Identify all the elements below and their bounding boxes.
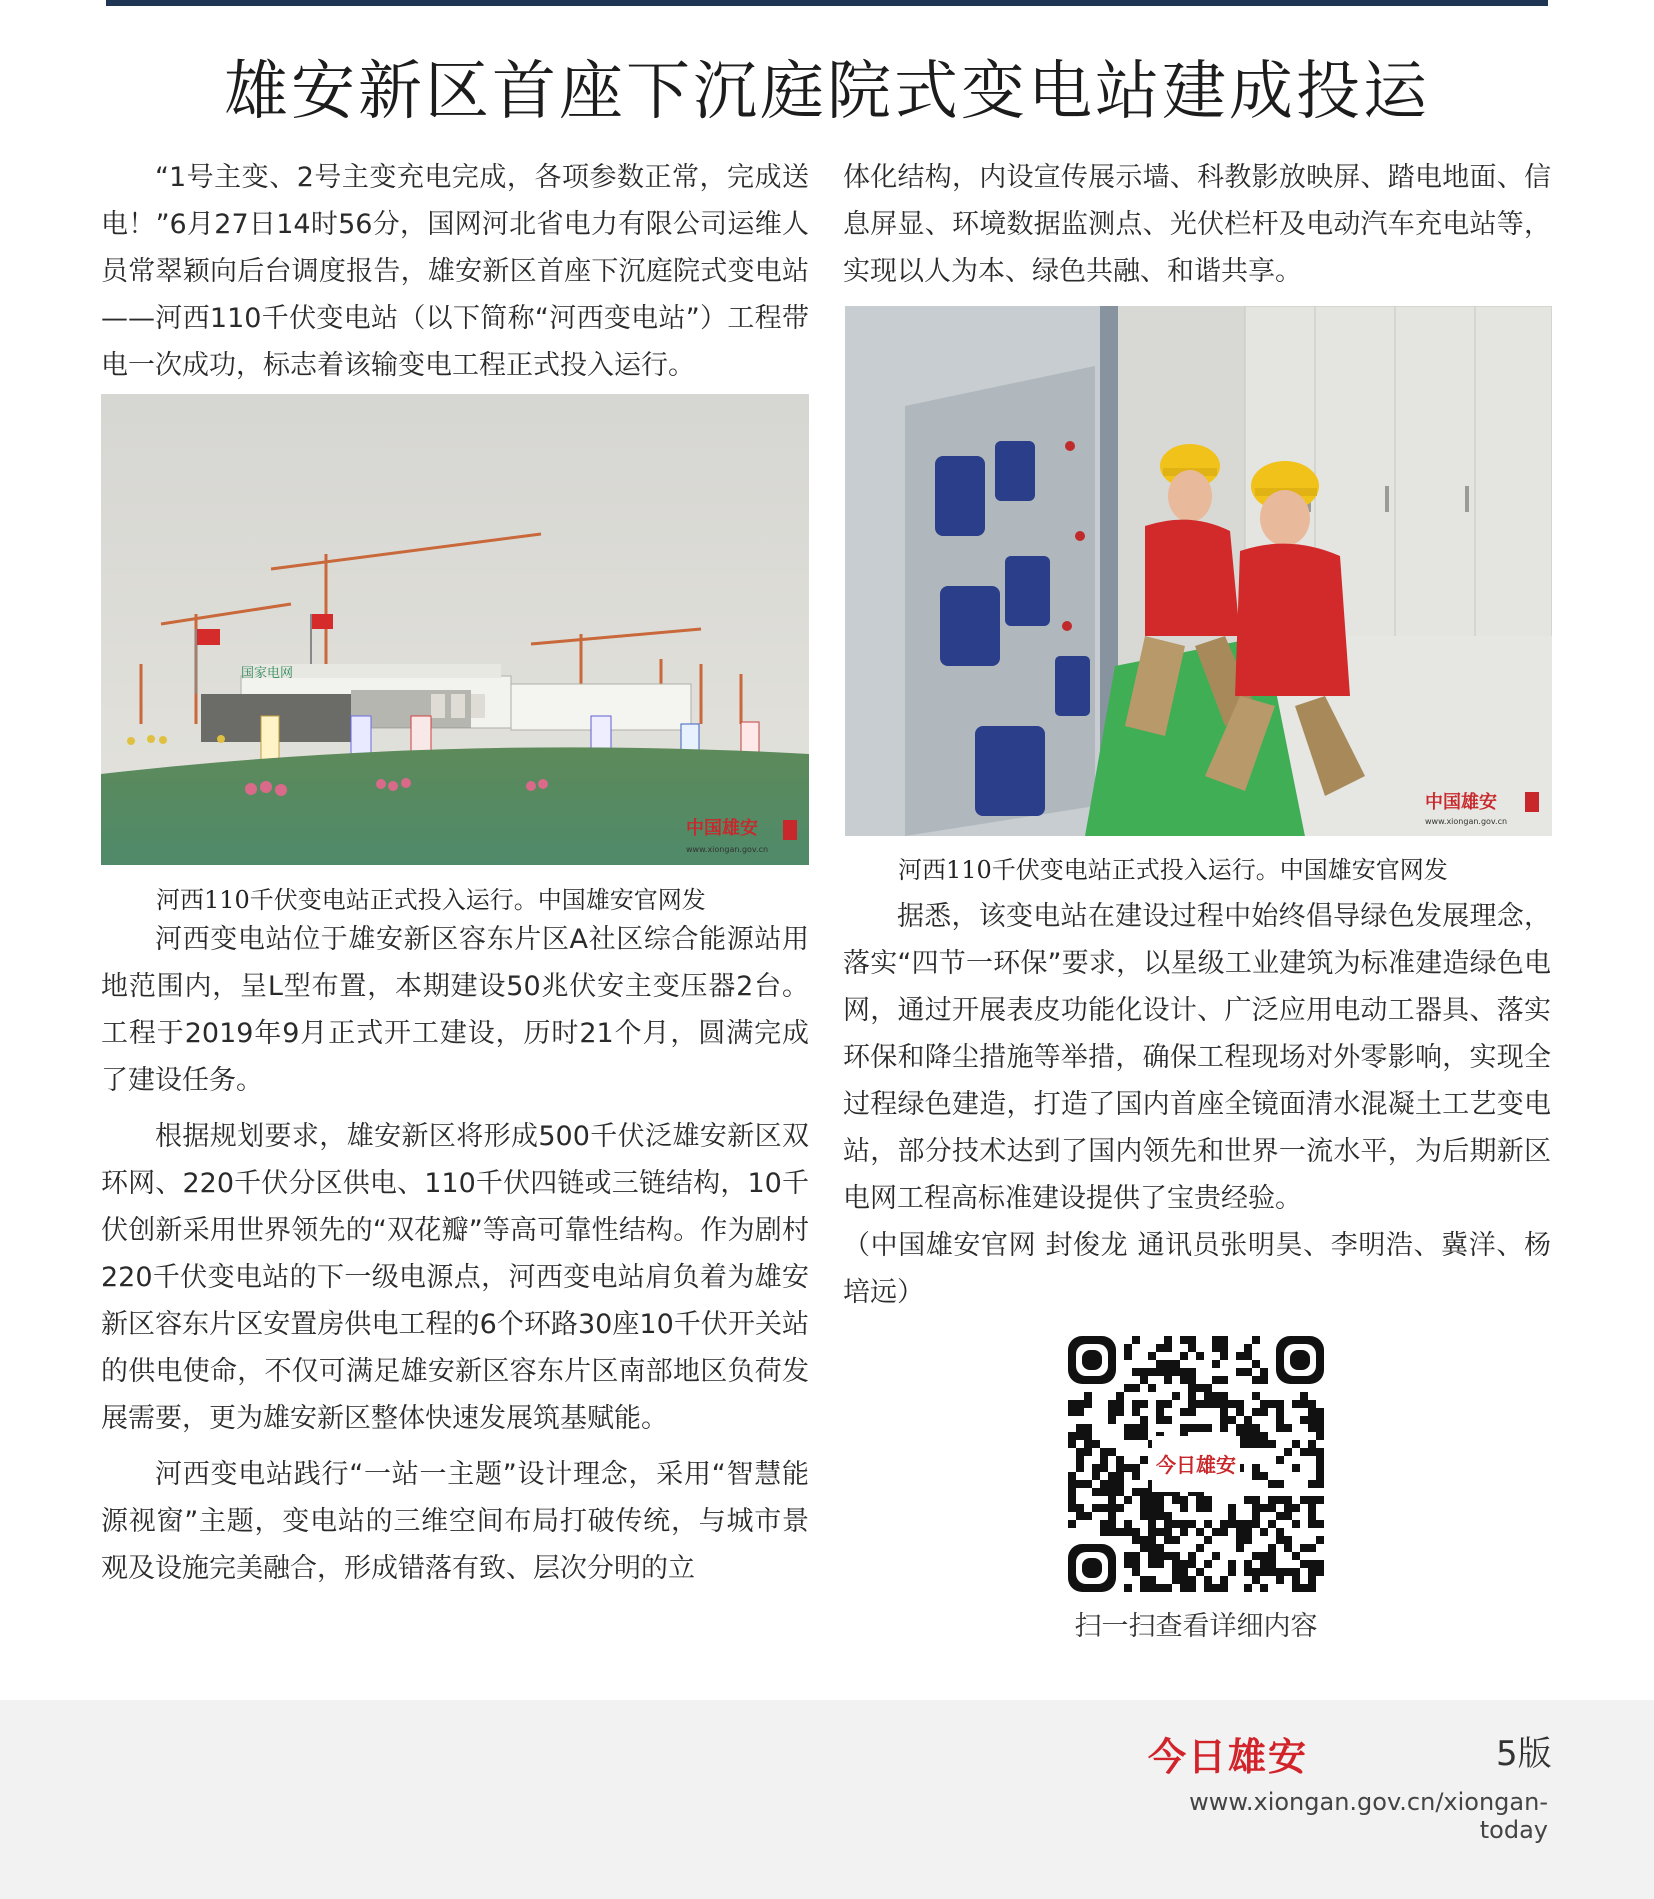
photo-caption-right: 河西110千伏变电站正式投入运行。中国雄安官网发 xyxy=(898,856,1448,884)
banner-text: 国家电网 xyxy=(241,666,294,681)
footer-brand-logo: 今日雄安 xyxy=(1148,1734,1309,1779)
paragraph-4: 河西变电站践行“一站一主题”设计理念，采用“智慧能源视窗”主题，变电站的三维空间布局打破传统，与城市景观及设施完美融合，形成错落有致、层次分明的立 xyxy=(101,1459,809,1584)
paragraph-5: 据悉，该变电站在建设过程中始终倡导绿色发展理念，落实“四节一环保”要求，以星级工业建筑为标准建造绿色电网，通过开展表皮功能化设计、广泛应用电动工器具、落实环保和降尘措施等举措，确保工程现场对外零影响，实现全过程绿色建造，打造了国内首座全镜面清水混凝土工艺变电站，部分技术达到了国内领先和世界一流水平，为后期新区电网工程高标准建设提供了宝贵经验。 xyxy=(843,901,1551,1214)
qr-center-label: 今日雄安 xyxy=(1156,1453,1236,1477)
svg-text:中国雄安: 中国雄安 xyxy=(686,818,758,839)
article-title: 雄安新区首座下沉庭院式变电站建成投运 xyxy=(224,55,1430,129)
author-credit: （中国雄安官网 封俊龙 通讯员张明昊、李明浩、冀洋、杨培远） xyxy=(843,1230,1551,1308)
footer-url[interactable]: www.xiongan.gov.cn/xiongan-today xyxy=(1189,1788,1548,1844)
svg-text:www.xiongan.gov.cn: www.xiongan.gov.cn xyxy=(1425,817,1508,826)
left-column-intro xyxy=(101,154,809,389)
flag-icon xyxy=(196,629,220,645)
left-column-body xyxy=(101,916,809,1592)
right-column-intro xyxy=(843,154,1551,295)
svg-text:www.xiongan.gov.cn: www.xiongan.gov.cn xyxy=(686,845,769,854)
qr-code[interactable] xyxy=(1068,1336,1324,1592)
paragraph-1: “1号主变、2号主变充电完成，各项参数正常，完成送电！”6月27日14时56分，国网河北省电力有限公司运维人员常翠颖向后台调度报告，雄安新区首座下沉庭院式变电站——河西110千伏变电站（以下简称“河西变电站”）工程带电一次成功，标志着该输变电工程正式投入运行。 xyxy=(101,162,809,381)
qr-caption: 扫一扫查看详细内容 xyxy=(1074,1611,1318,1642)
paragraph-3: 根据规划要求，雄安新区将形成500千伏泛雄安新区双环网、220千伏分区供电、110千伏四链或三链结构，10千伏创新采用世界领先的“双花瓣”等高可靠性结构。作为剧村220千伏变电站的下一级电源点，河西变电站肩负着为雄安新区容东片区安置房供电工程的6个环路30座10千伏开关站的供电使命，不仅可满足雄安新区容东片区南部地区负荷发展需要，更为雄安新区整体快速发展筑基赋能。 xyxy=(101,1121,809,1434)
photo-substation-exterior xyxy=(101,394,809,865)
svg-text:中国雄安: 中国雄安 xyxy=(1425,792,1497,813)
top-rule xyxy=(106,0,1548,6)
photo-caption-left: 河西110千伏变电站正式投入运行。中国雄安官网发 xyxy=(156,886,706,914)
paragraph-4-continued: 体化结构，内设宣传展示墙、科教影放映屏、踏电地面、信息屏显、环境数据监测点、光伏栏杆及电动汽车充电站等，实现以人为本、绿色共融、和谐共享。 xyxy=(843,162,1551,287)
right-column-body xyxy=(843,893,1551,1316)
page-number: 5版 xyxy=(1496,1734,1552,1774)
paragraph-2: 河西变电站位于雄安新区容东片区A社区综合能源站用地范围内，呈L型布置，本期建设50兆伏安主变压器2台。工程于2019年9月正式开工建设，历时21个月，圆满完成了建设任务。 xyxy=(101,924,809,1096)
photo-workers-switchgear xyxy=(845,306,1552,836)
